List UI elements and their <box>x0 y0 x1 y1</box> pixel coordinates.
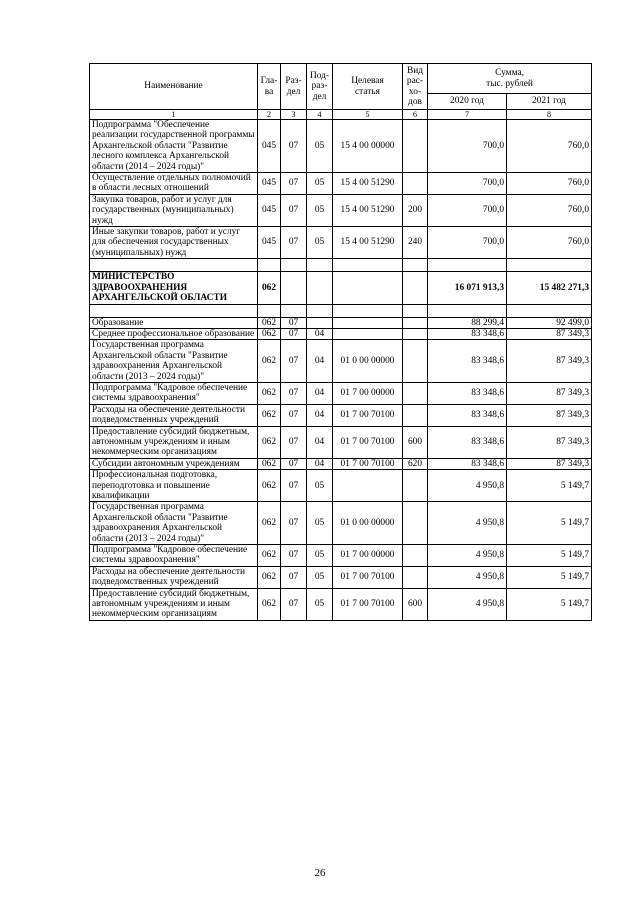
row-sum-2021: 92 499,0 <box>507 317 592 328</box>
spacer-row <box>90 259 592 272</box>
row-target: 01 7 00 00000 <box>333 545 403 567</box>
column-number: 7 <box>428 110 507 120</box>
spacer-row <box>90 304 592 317</box>
column-numbers-row <box>90 110 592 120</box>
row-target <box>333 317 403 328</box>
table-row <box>90 588 592 620</box>
row-target: 01 0 00 00000 <box>333 502 403 545</box>
row-chapter: 062 <box>258 470 281 502</box>
row-section: 07 <box>281 458 307 469</box>
row-sum-2020: 4 950,8 <box>428 502 507 545</box>
row-expense-type: 600 <box>403 588 428 620</box>
row-chapter: 062 <box>258 545 281 567</box>
empty-cell <box>403 259 428 272</box>
table-row <box>90 426 592 458</box>
empty-cell <box>307 259 333 272</box>
row-expense-type <box>403 382 428 404</box>
row-expense-type <box>403 502 428 545</box>
table-row <box>90 194 592 226</box>
row-target: 01 7 00 70100 <box>333 458 403 469</box>
row-subsection: 05 <box>307 566 333 588</box>
row-name: Расходы на обеспечение деятельности подведомственных учреждений <box>90 404 258 426</box>
row-target: 15 4 00 00000 <box>333 120 403 173</box>
row-section <box>281 272 307 304</box>
row-name: Подпрограмма "Кадровое обеспечение системы здравоохранения" <box>90 545 258 567</box>
row-sum-2021: 5 149,7 <box>507 566 592 588</box>
row-subsection: 05 <box>307 502 333 545</box>
row-name: Осуществление отдельных полномочий в области лесных отношений <box>90 173 258 195</box>
row-subsection: 05 <box>307 120 333 173</box>
table-body <box>90 120 592 621</box>
row-name: Предоставление субсидий бюджетным, автономным учреждениям и иным некоммерческим организациям <box>90 588 258 620</box>
row-expense-type <box>403 317 428 328</box>
row-chapter: 062 <box>258 340 281 383</box>
row-chapter: 062 <box>258 502 281 545</box>
row-subsection: 05 <box>307 470 333 502</box>
row-name: Подпрограмма "Обеспечение реализации государственной программы Архангельской области "Развитие лесного комплекса Архангельской области (2014 – 2024 годы)" <box>90 120 258 173</box>
row-sum-2021: 760,0 <box>507 194 592 226</box>
table-row <box>90 328 592 339</box>
row-subsection: 05 <box>307 545 333 567</box>
row-section: 07 <box>281 502 307 545</box>
table-row <box>90 317 592 328</box>
row-subsection: 05 <box>307 173 333 195</box>
row-expense-type <box>403 340 428 383</box>
empty-cell <box>428 259 507 272</box>
row-section: 07 <box>281 470 307 502</box>
table-row <box>90 502 592 545</box>
row-chapter: 062 <box>258 566 281 588</box>
row-chapter: 045 <box>258 120 281 173</box>
row-chapter: 062 <box>258 328 281 339</box>
row-name: Государственная программа Архангельской области "Развитие здравоохранения Архангельской области (2013 – 2024 годы)" <box>90 340 258 383</box>
header-chapter: Гла- ва <box>258 64 281 110</box>
row-sum-2021: 87 349,3 <box>507 404 592 426</box>
empty-cell <box>90 304 258 317</box>
table-row <box>90 566 592 588</box>
row-sum-2020: 4 950,8 <box>428 545 507 567</box>
row-section: 07 <box>281 545 307 567</box>
row-sum-2021: 5 149,7 <box>507 470 592 502</box>
row-section: 07 <box>281 328 307 339</box>
row-sum-2021: 87 349,3 <box>507 328 592 339</box>
row-section: 07 <box>281 317 307 328</box>
header-name: Наименование <box>90 64 258 110</box>
row-sum-2021: 760,0 <box>507 227 592 259</box>
header-subsection: Под- раз- дел <box>307 64 333 110</box>
row-section: 07 <box>281 588 307 620</box>
header-year-2020: 2020 год <box>428 94 507 110</box>
row-name: Профессиональная подготовка, переподготовка и повышение квалификации <box>90 470 258 502</box>
row-sum-2020: 4 950,8 <box>428 470 507 502</box>
row-subsection: 04 <box>307 426 333 458</box>
row-subsection: 04 <box>307 458 333 469</box>
row-sum-2020: 700,0 <box>428 173 507 195</box>
column-number: 2 <box>258 110 281 120</box>
budget-table <box>89 63 592 621</box>
row-sum-2020: 700,0 <box>428 120 507 173</box>
row-sum-2020: 700,0 <box>428 194 507 226</box>
row-section: 07 <box>281 340 307 383</box>
table-row <box>90 458 592 469</box>
row-name: Среднее профессиональное образование <box>90 328 258 339</box>
row-sum-2021: 87 349,3 <box>507 426 592 458</box>
column-number: 8 <box>507 110 592 120</box>
row-sum-2021: 760,0 <box>507 173 592 195</box>
empty-cell <box>507 259 592 272</box>
header-expense-type: Вид рас- хо- дов <box>403 64 428 110</box>
row-target: 15 4 00 51290 <box>333 194 403 226</box>
row-chapter: 062 <box>258 588 281 620</box>
row-chapter: 045 <box>258 173 281 195</box>
empty-cell <box>428 304 507 317</box>
row-target: 01 7 00 70100 <box>333 404 403 426</box>
row-subsection: 04 <box>307 328 333 339</box>
row-name: Предоставление субсидий бюджетным, автономным учреждениям и иным некоммерческим организациям <box>90 426 258 458</box>
row-chapter: 062 <box>258 272 281 304</box>
column-number: 3 <box>281 110 307 120</box>
table-row <box>90 272 592 304</box>
row-section: 07 <box>281 194 307 226</box>
table-row <box>90 340 592 383</box>
row-expense-type <box>403 404 428 426</box>
empty-cell <box>258 259 281 272</box>
row-section: 07 <box>281 227 307 259</box>
header-row <box>90 64 592 94</box>
table-row <box>90 382 592 404</box>
row-sum-2020: 83 348,6 <box>428 404 507 426</box>
row-target: 15 4 00 51290 <box>333 227 403 259</box>
table-row <box>90 120 592 173</box>
row-expense-type <box>403 545 428 567</box>
row-target <box>333 272 403 304</box>
row-name: Государственная программа Архангельской области "Развитие здравоохранения Архангельской области (2013 – 2024 годы)" <box>90 502 258 545</box>
empty-cell <box>507 304 592 317</box>
row-subsection <box>307 272 333 304</box>
row-chapter: 045 <box>258 194 281 226</box>
row-sum-2020: 88 299,4 <box>428 317 507 328</box>
empty-cell <box>307 304 333 317</box>
empty-cell <box>90 259 258 272</box>
row-section: 07 <box>281 426 307 458</box>
row-section: 07 <box>281 382 307 404</box>
table-row <box>90 173 592 195</box>
row-chapter: 062 <box>258 458 281 469</box>
row-chapter: 062 <box>258 426 281 458</box>
table-row <box>90 227 592 259</box>
row-name: Иные закупки товаров, работ и услуг для обеспечения государственных (муниципальных) нужд <box>90 227 258 259</box>
row-section: 07 <box>281 120 307 173</box>
row-name: Подпрограмма "Кадровое обеспечение системы здравоохранения" <box>90 382 258 404</box>
row-sum-2020: 4 950,8 <box>428 588 507 620</box>
row-subsection: 05 <box>307 194 333 226</box>
header-sum: Сумма, тыс. рублей <box>428 64 592 94</box>
empty-cell <box>281 259 307 272</box>
row-name: Закупка товаров, работ и услуг для государственных (муниципальных) нужд <box>90 194 258 226</box>
row-subsection <box>307 317 333 328</box>
row-sum-2021: 5 149,7 <box>507 545 592 567</box>
row-expense-type: 620 <box>403 458 428 469</box>
column-number: 4 <box>307 110 333 120</box>
row-expense-type: 600 <box>403 426 428 458</box>
row-subsection: 04 <box>307 404 333 426</box>
row-subsection: 04 <box>307 340 333 383</box>
row-target: 01 7 00 00000 <box>333 382 403 404</box>
row-chapter: 045 <box>258 227 281 259</box>
row-name: Образование <box>90 317 258 328</box>
row-sum-2020: 83 348,6 <box>428 340 507 383</box>
row-target: 01 7 00 70100 <box>333 588 403 620</box>
header-target: Целевая статья <box>333 64 403 110</box>
row-name: МИНИСТЕРСТВО ЗДРАВООХРАНЕНИЯ АРХАНГЕЛЬСКОЙ ОБЛАСТИ <box>90 272 258 304</box>
row-chapter: 062 <box>258 382 281 404</box>
row-target: 01 7 00 70100 <box>333 566 403 588</box>
empty-cell <box>333 259 403 272</box>
row-target <box>333 328 403 339</box>
row-subsection: 04 <box>307 382 333 404</box>
row-target: 01 0 00 00000 <box>333 340 403 383</box>
row-target: 15 4 00 51290 <box>333 173 403 195</box>
table-row <box>90 404 592 426</box>
row-expense-type <box>403 566 428 588</box>
row-sum-2021: 5 149,7 <box>507 588 592 620</box>
row-expense-type <box>403 120 428 173</box>
page-number: 26 <box>314 867 326 879</box>
row-target: 01 7 00 70100 <box>333 426 403 458</box>
row-expense-type <box>403 470 428 502</box>
empty-cell <box>281 304 307 317</box>
table-row <box>90 545 592 567</box>
row-sum-2021: 87 349,3 <box>507 340 592 383</box>
row-expense-type: 200 <box>403 194 428 226</box>
row-sum-2020: 83 348,6 <box>428 458 507 469</box>
row-sum-2021: 15 482 271,3 <box>507 272 592 304</box>
row-sum-2020: 16 071 913,3 <box>428 272 507 304</box>
table-row <box>90 470 592 502</box>
row-sum-2021: 760,0 <box>507 120 592 173</box>
row-name: Субсидии автономным учреждениям <box>90 458 258 469</box>
column-number: 6 <box>403 110 428 120</box>
row-name: Расходы на обеспечение деятельности подведомственных учреждений <box>90 566 258 588</box>
row-section: 07 <box>281 173 307 195</box>
row-chapter: 062 <box>258 404 281 426</box>
row-sum-2020: 83 348,6 <box>428 328 507 339</box>
row-sum-2020: 700,0 <box>428 227 507 259</box>
row-sum-2021: 87 349,3 <box>507 458 592 469</box>
column-number: 5 <box>333 110 403 120</box>
row-section: 07 <box>281 404 307 426</box>
row-expense-type: 240 <box>403 227 428 259</box>
row-expense-type <box>403 173 428 195</box>
empty-cell <box>403 304 428 317</box>
row-chapter: 062 <box>258 317 281 328</box>
row-sum-2020: 83 348,6 <box>428 382 507 404</box>
row-sum-2020: 4 950,8 <box>428 566 507 588</box>
row-expense-type <box>403 272 428 304</box>
row-section: 07 <box>281 566 307 588</box>
row-subsection: 05 <box>307 588 333 620</box>
row-sum-2021: 5 149,7 <box>507 502 592 545</box>
column-number: 1 <box>90 110 258 120</box>
header-year-2021: 2021 год <box>507 94 592 110</box>
row-target <box>333 470 403 502</box>
row-subsection: 05 <box>307 227 333 259</box>
empty-cell <box>258 304 281 317</box>
empty-cell <box>333 304 403 317</box>
row-sum-2021: 87 349,3 <box>507 382 592 404</box>
row-sum-2020: 83 348,6 <box>428 426 507 458</box>
header-section: Раз- дел <box>281 64 307 110</box>
row-expense-type <box>403 328 428 339</box>
